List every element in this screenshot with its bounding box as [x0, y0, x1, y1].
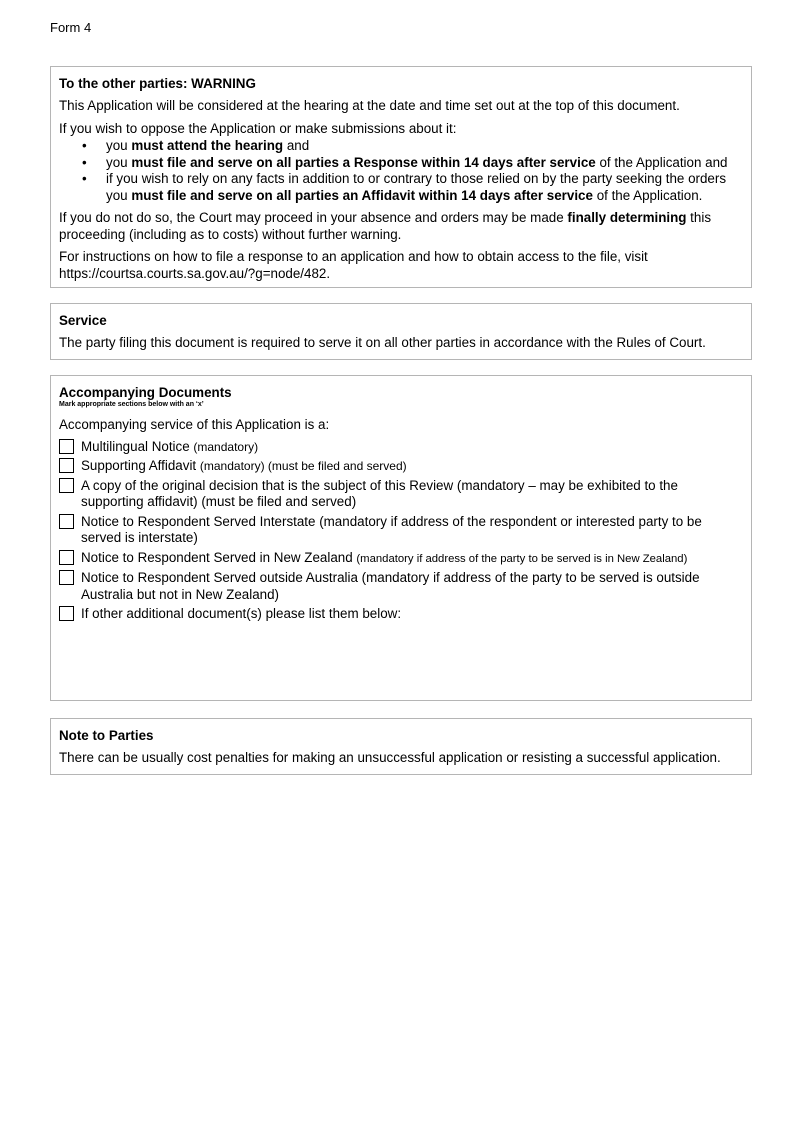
form-number-label: Form 4	[50, 20, 92, 35]
served-outside-australia-checkbox[interactable]	[59, 570, 74, 585]
other-documents-list-area[interactable]	[59, 626, 743, 696]
bullet-icon: •	[82, 138, 87, 153]
bullet-icon: •	[82, 171, 87, 186]
note-title: Note to Parties	[59, 728, 154, 743]
list-item: Multilingual Notice (mandatory)	[59, 439, 743, 456]
list-item: • you must attend the hearing and	[82, 138, 310, 153]
warning-instructions-text: For instructions on how to file a response to an application and how to obtain access to the file, visit https://courtsa.courts.sa.gov.au/?g=node/482.	[59, 249, 648, 281]
service-section	[50, 303, 752, 360]
warning-section	[50, 66, 752, 288]
warning-hearing-text: This Application will be considered at the hearing at the date and time set out at the top of this document.	[59, 98, 680, 113]
original-decision-copy-checkbox[interactable]	[59, 478, 74, 493]
list-item: If other additional document(s) please list them below:	[59, 606, 743, 623]
accompanying-subtitle: Mark appropriate sections below with an ‘x’	[59, 401, 204, 408]
multilingual-notice-checkbox[interactable]	[59, 439, 74, 454]
list-item: Notice to Respondent Served Interstate (mandatory if address of the respondent or interested party to be served is interstate)	[59, 514, 743, 547]
warning-bullet-list	[59, 138, 743, 204]
warning-consequence-text: If you do not do so, the Court may proceed in your absence and orders may be made finally determining this proceeding (including as to costs) without further warning.	[59, 210, 712, 242]
note-section	[50, 718, 752, 775]
list-item: Notice to Respondent Served outside Australia (mandatory if address of the party to be served is outside Australia but not in New Zealand)	[59, 570, 743, 603]
accompanying-documents-section	[50, 375, 752, 701]
warning-oppose-intro: If you wish to oppose the Application or make submissions about it:	[59, 120, 457, 136]
list-item: • if you wish to rely on any facts in addition to or contrary to those relied on by the party seeking the orders you must file and serve on all parties an Affidavit within 14 days after service of the Application.	[82, 171, 727, 203]
list-item: A copy of the original decision that is the subject of this Review (mandatory – may be exhibited to the supporting affidavit) (must be filed and served)	[59, 478, 743, 511]
accompanying-intro: Accompanying service of this Application is a:	[59, 417, 330, 432]
other-documents-checkbox[interactable]	[59, 606, 74, 621]
list-item: • you must file and serve on all parties a Response within 14 days after service of the Application and	[82, 154, 728, 170]
served-interstate-checkbox[interactable]	[59, 514, 74, 529]
list-item: Notice to Respondent Served in New Zealand (mandatory if address of the party to be served is in New Zealand)	[59, 550, 743, 568]
service-text: The party filing this document is required to serve it on all other parties in accordance with the Rules of Court.	[59, 335, 706, 350]
served-new-zealand-checkbox[interactable]	[59, 550, 74, 565]
warning-title: To the other parties: WARNING	[59, 76, 256, 91]
supporting-affidavit-checkbox[interactable]	[59, 458, 74, 473]
list-item: Supporting Affidavit (mandatory) (must be filed and served)	[59, 458, 743, 475]
bullet-icon: •	[82, 154, 87, 170]
accompanying-title: Accompanying Documents	[59, 385, 232, 400]
note-text: There can be usually cost penalties for making an unsuccessful application or resisting a successful application.	[59, 750, 721, 765]
service-title: Service	[59, 313, 107, 328]
